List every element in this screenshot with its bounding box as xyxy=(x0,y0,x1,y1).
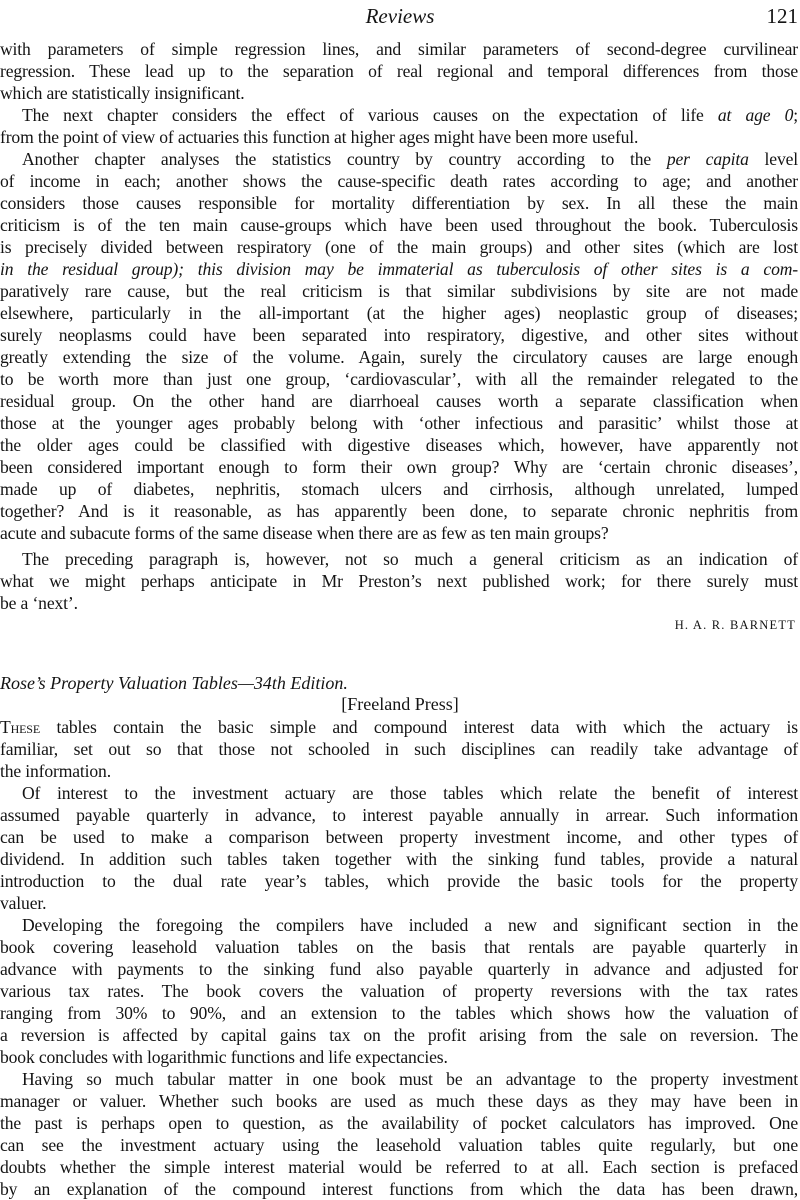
text-span: tables contain the basic simple and compound interest data with which the actuary is xyxy=(40,717,798,737)
text-line: residual group. On the other hand are diarrhoeal causes worth a separate classification when xyxy=(0,391,798,411)
review-publisher: [Freeland Press] xyxy=(341,694,459,714)
text-span: level xyxy=(748,149,798,169)
text-line: The preceding paragraph is, however, not so much a general criticism as an indication of xyxy=(22,549,798,569)
text-line: Having so much tabular matter in one book must be an advantage to the property investment xyxy=(22,1069,798,1089)
italic-text: at age 0 xyxy=(717,105,794,125)
text-line: book concludes with logarithmic functions and life expectancies. xyxy=(0,1047,448,1067)
text-line: paratively rare cause, but the real criticism is that similar subdivisions by site are not made xyxy=(0,281,798,301)
text-line: those at the younger ages probably belong with ‘other infectious and parasitic’ whilst those at xyxy=(0,413,798,433)
running-head-title: Reviews xyxy=(365,4,435,28)
text-line: surely neoplasms could have been separated into respiratory, digestive, and other sites without xyxy=(0,325,798,345)
text-line: introduction to the dual rate year’s tables, which provide the basic tools for the property xyxy=(0,871,798,891)
text-line: greatly extending the size of the volume. Again, surely the circulatory causes are large enough xyxy=(0,347,798,367)
text-line: from the point of view of actuaries this function at higher ages might have been more useful. xyxy=(0,127,639,147)
text-line: elsewhere, particularly in the all-important (at the higher ages) neoplastic group of diseases; xyxy=(0,303,798,323)
text-line: the past is perhaps open to question, as the availability of pocket calculators has improved. One xyxy=(0,1113,798,1133)
text-line: which are statistically insignificant. xyxy=(0,83,245,103)
text-span: ; xyxy=(793,105,799,125)
running-head xyxy=(0,2,800,32)
text-line: in the residual group); this division may be immaterial as tuberculosis of other sites is a com- xyxy=(0,259,798,279)
text-line xyxy=(22,104,798,126)
text-line: a reversion is affected by capital gains tax on the profit arising from the sale on reversion. The xyxy=(0,1025,798,1045)
text-span: Another chapter analyses the statistics country by country according to the xyxy=(22,149,667,169)
text-line: of income in each; another shows the cause-specific death rates according to age; and another xyxy=(0,171,798,191)
text-line: acute and subacute forms of the same disease when there are as few as ten main groups? xyxy=(0,523,609,543)
text-line: familiar, set out so that those not schooled in such disciplines can readily take advantage of xyxy=(0,739,798,759)
text-line: can be used to make a comparison between property investment income, and other types of xyxy=(0,827,798,847)
page-number: 121 xyxy=(766,4,798,28)
italic-text: per capita xyxy=(666,149,749,169)
text-line: made up of diabetes, nephritis, stomach ulcers and cirrhosis, although unrelated, lumped xyxy=(0,479,798,499)
text-line: regression. These lead up to the separation of real regional and temporal differences from those xyxy=(0,61,798,81)
text-line: Of interest to the investment actuary are those tables which relate the benefit of interest xyxy=(22,783,798,803)
text-line: be a ‘next’. xyxy=(0,593,78,613)
text-line: is precisely divided between respiratory (one of the main groups) and other sites (which are lost xyxy=(0,237,798,257)
text-line: the information. xyxy=(0,761,111,781)
text-line: book covering leasehold valuation tables on the basis that rentals are payable quarterly in xyxy=(0,937,798,957)
text-line: advance with payments to the sinking fund also payable quarterly in advance and adjusted for xyxy=(0,959,798,979)
text-line: to be worth more than just one group, ‘cardiovascular’, with all the remainder relegated to the xyxy=(0,369,798,389)
text-line: by an explanation of the compound interest functions from which the data has been drawn, xyxy=(0,1179,798,1199)
text-line: valuer. xyxy=(0,893,47,913)
text-line xyxy=(0,716,798,738)
text-line: ranging from 30% to 90%, and an extension to the tables which shows how the valuation of xyxy=(0,1003,798,1023)
text-span: The next chapter considers the effect of various causes on the expectation of life xyxy=(22,105,718,125)
text-line: together? And is it reasonable, as has apparently been done, to separate chronic nephritis from xyxy=(0,501,798,521)
text-line: with parameters of simple regression lines, and similar parameters of second-degree curvilinear xyxy=(0,39,798,59)
text-line: assumed payable quarterly in advance, to interest payable annually in arrear. Such information xyxy=(0,805,798,825)
text-line: can see the investment actuary using the leasehold valuation tables quite regularly, but one xyxy=(0,1135,798,1155)
review-book-title: Rose’s Property Valuation Tables—34th Edition. xyxy=(0,673,348,693)
text-line: considers those causes responsible for mortality differentiation by sex. In all these the main xyxy=(0,193,798,213)
text-line: manager or valuer. Whether such books are used as much these days as they may have been in xyxy=(0,1091,798,1111)
text-line: been considered important enough to form their own group? Why are ‘certain chronic diseases’, xyxy=(0,457,798,477)
text-line xyxy=(22,148,798,170)
text-line: criticism is of the ten main cause-groups which have been used throughout the book. Tuberculosis xyxy=(0,215,798,235)
text-line: dividend. In addition such tables taken together with the sinking fund tables, provide a natural xyxy=(0,849,798,869)
reviewer-signature: H. A. R. BARNETT xyxy=(674,618,796,632)
text-line: what we might perhaps anticipate in Mr Preston’s next published work; for there surely must xyxy=(0,571,798,591)
text-line: doubts whether the simple interest material would be referred to at all. Each section is prefaced xyxy=(0,1157,798,1177)
text-line: Developing the foregoing the compilers have included a new and significant section in the xyxy=(22,915,798,935)
drop-word: These xyxy=(0,717,40,737)
text-line: various tax rates. The book covers the valuation of property reversions with the tax rates xyxy=(0,981,798,1001)
text-line: the older ages could be classified with digestive diseases which, however, have apparently not xyxy=(0,435,798,455)
